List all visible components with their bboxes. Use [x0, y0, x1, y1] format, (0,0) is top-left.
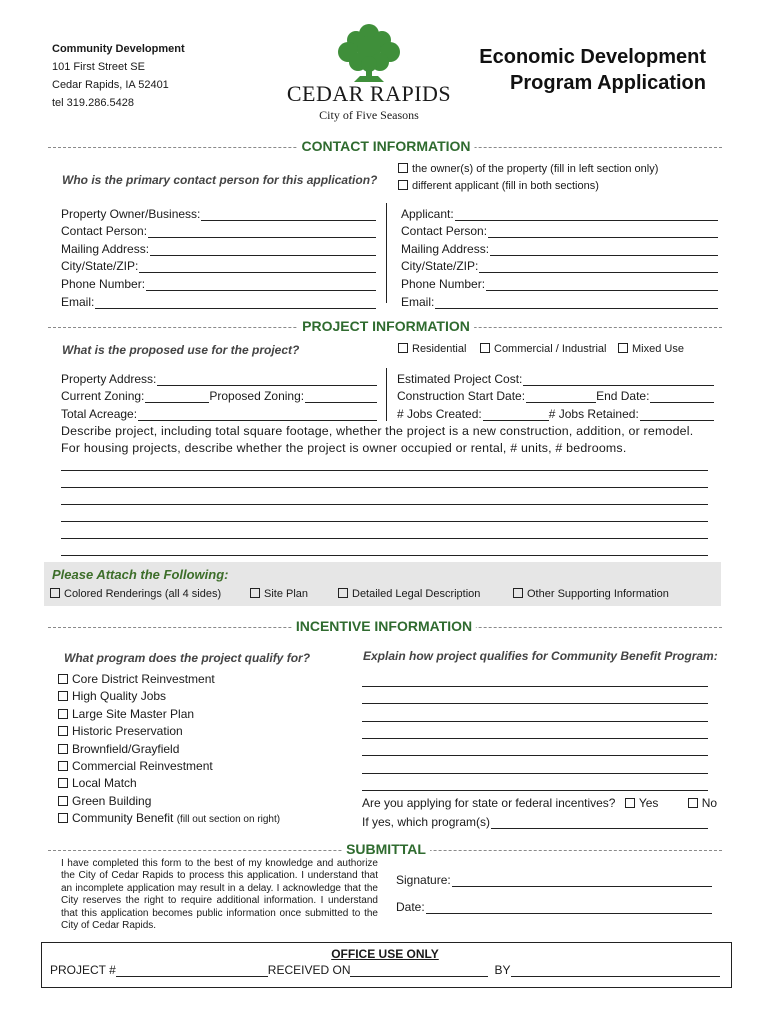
- jobs-retained-input[interactable]: [640, 408, 714, 421]
- project-right-fields: [397, 368, 714, 421]
- received-on-input[interactable]: [350, 964, 488, 977]
- use-residential[interactable]: Residential: [398, 343, 466, 355]
- title-line-2: Program Application: [510, 72, 706, 94]
- submittal-section-title: SUBMITTAL: [342, 841, 430, 857]
- program-checkbox[interactable]: [58, 761, 68, 771]
- describe-line[interactable]: [61, 521, 708, 522]
- applicant-mailing-field[interactable]: Mailing Address:: [401, 238, 718, 256]
- program-item[interactable]: Core District Reinvestment: [58, 671, 280, 688]
- applicant-checkbox[interactable]: [398, 180, 408, 190]
- owner-email-field[interactable]: Email:: [61, 291, 376, 309]
- svg-text:City of Five Seasons: City of Five Seasons: [319, 108, 419, 122]
- end-date-input[interactable]: [650, 390, 714, 403]
- start-date-input[interactable]: [526, 390, 596, 403]
- describe-line[interactable]: [61, 538, 708, 539]
- property-address-field[interactable]: Property Address:: [61, 368, 377, 386]
- describe-line-1: Describe project, including total square footage, whether the project is a new construction, addition, or remodel.: [61, 424, 694, 438]
- project-left-fields: [61, 368, 377, 421]
- contact-section-title: CONTACT INFORMATION: [297, 138, 474, 154]
- attach-title: Please Attach the Following:: [52, 567, 229, 582]
- date-field[interactable]: Date:: [396, 898, 712, 914]
- office-use-row: [50, 963, 720, 977]
- benefit-line[interactable]: [362, 790, 708, 791]
- describe-instructions: [61, 423, 693, 457]
- residential-checkbox[interactable]: [398, 343, 408, 353]
- applicant-contact-field[interactable]: Contact Person:: [401, 221, 718, 239]
- renderings-checkbox[interactable]: [50, 588, 60, 598]
- describe-line[interactable]: [61, 487, 708, 488]
- owner-business-field[interactable]: Property Owner/Business:: [61, 203, 376, 221]
- attach-site-plan[interactable]: Site Plan: [250, 588, 308, 600]
- other-info-checkbox[interactable]: [513, 588, 523, 598]
- benefit-line[interactable]: [362, 721, 708, 722]
- address-block: [52, 40, 185, 112]
- program-item[interactable]: Community Benefit (fill out section on right): [58, 810, 280, 828]
- submittal-statement: I have completed this form to the best of my knowledge and authorize the City of Cedar Rapids to process this application. I understand that an incomplete application may result in a delay. I acknowledge that the City reserves the right to require additional information. I understand that this application becomes public information once submitted to the City of Cedar Rapids.: [61, 858, 378, 932]
- estimated-cost-field[interactable]: Estimated Project Cost:: [397, 368, 714, 386]
- address-line-2: Cedar Rapids, IA 52401: [52, 79, 169, 91]
- contact-question: Who is the primary contact person for this application?: [62, 173, 378, 187]
- project-number-label: PROJECT #: [50, 963, 116, 977]
- jobs-created-input[interactable]: [483, 408, 549, 421]
- applicant-fields: [401, 203, 718, 309]
- option-applicant[interactable]: different applicant (fill in both sections): [398, 180, 599, 192]
- svg-text:CEDAR RAPIDS: CEDAR RAPIDS: [286, 81, 452, 106]
- zoning-row: Current Zoning: Proposed Zoning:: [61, 386, 377, 404]
- no-option[interactable]: No: [688, 796, 717, 810]
- program-item[interactable]: Brownfield/Grayfield: [58, 741, 280, 758]
- no-checkbox[interactable]: [688, 798, 698, 808]
- program-item[interactable]: High Quality Jobs: [58, 688, 280, 705]
- program-checkbox[interactable]: [58, 778, 68, 788]
- org-name: Community Development: [52, 43, 185, 55]
- incentive-section-title: INCENTIVE INFORMATION: [292, 618, 476, 634]
- owner-checkbox[interactable]: [398, 163, 408, 173]
- proposed-zoning-input[interactable]: [305, 390, 377, 403]
- legal-checkbox[interactable]: [338, 588, 348, 598]
- describe-line[interactable]: [61, 555, 708, 556]
- community-benefit-note: (fill out section on right): [176, 814, 281, 826]
- benefit-line[interactable]: [362, 686, 708, 687]
- project-question: What is the proposed use for the project?: [62, 343, 300, 357]
- total-acreage-field[interactable]: Total Acreage:: [61, 403, 377, 421]
- benefit-line[interactable]: [362, 755, 708, 756]
- program-item[interactable]: Historic Preservation: [58, 723, 280, 740]
- owner-contact-field[interactable]: Contact Person:: [61, 221, 376, 239]
- option-owner[interactable]: the owner(s) of the property (fill in left section only): [398, 163, 658, 175]
- commercial-checkbox[interactable]: [480, 343, 490, 353]
- describe-line[interactable]: [61, 504, 708, 505]
- which-program-field[interactable]: If yes, which program(s): [362, 813, 708, 829]
- yes-option[interactable]: Yes: [625, 796, 659, 810]
- address-line-1: 101 First Street SE: [52, 61, 145, 73]
- dates-row: Construction Start Date: End Date:: [397, 386, 714, 404]
- use-commercial[interactable]: Commercial / Industrial: [480, 343, 606, 355]
- benefit-line[interactable]: [362, 738, 708, 739]
- tree-logo-icon: [284, 18, 454, 126]
- form-title: [479, 44, 706, 96]
- received-on-label: RECEIVED ON: [267, 963, 351, 977]
- owner-fields: [61, 203, 376, 309]
- program-checkbox[interactable]: [58, 813, 68, 823]
- program-item[interactable]: Local Match: [58, 775, 280, 792]
- jobs-row: # Jobs Created: # Jobs Retained:: [397, 403, 714, 421]
- project-column-divider: [386, 368, 387, 421]
- signature-field[interactable]: Signature:: [396, 871, 712, 887]
- city-logo: [284, 18, 454, 126]
- attach-other[interactable]: Other Supporting Information: [513, 588, 669, 600]
- program-item[interactable]: Green Building: [58, 793, 280, 810]
- state-federal-row: [362, 796, 717, 810]
- project-number-input[interactable]: [116, 964, 268, 977]
- by-input[interactable]: [511, 964, 721, 977]
- program-list: [58, 671, 280, 829]
- benefit-line[interactable]: [362, 703, 708, 704]
- title-line-1: Economic Development: [479, 46, 706, 68]
- current-zoning-input[interactable]: [145, 390, 209, 403]
- applicant-city-field[interactable]: City/State/ZIP:: [401, 256, 718, 274]
- program-checkbox[interactable]: [58, 709, 68, 719]
- benefit-question: Explain how project qualifies for Community Benefit Program:: [363, 649, 718, 663]
- describe-line[interactable]: [61, 470, 708, 471]
- use-mixed[interactable]: Mixed Use: [618, 343, 684, 355]
- yes-checkbox[interactable]: [625, 798, 635, 808]
- applicant-phone-field[interactable]: Phone Number:: [401, 273, 718, 291]
- program-checkbox[interactable]: [58, 796, 68, 806]
- benefit-line[interactable]: [362, 773, 708, 774]
- program-checkbox[interactable]: [58, 691, 68, 701]
- applicant-email-field[interactable]: Email:: [401, 291, 718, 309]
- owner-phone-field[interactable]: Phone Number:: [61, 273, 376, 291]
- project-section-title: PROJECT INFORMATION: [298, 318, 474, 334]
- state-federal-question: Are you applying for state or federal incentives?: [362, 796, 616, 810]
- owner-mailing-field[interactable]: Mailing Address:: [61, 238, 376, 256]
- by-label: BY: [494, 963, 511, 977]
- program-checkbox[interactable]: [58, 726, 68, 736]
- applicant-field[interactable]: Applicant:: [401, 203, 718, 221]
- program-checkbox[interactable]: [58, 744, 68, 754]
- program-question: What program does the project qualify for?: [64, 651, 311, 665]
- describe-line-2: For housing projects, describe whether the project is owner occupied or rental, # units, # bedrooms.: [61, 441, 627, 455]
- contact-column-divider: [386, 203, 387, 303]
- site-plan-checkbox[interactable]: [250, 588, 260, 598]
- program-item[interactable]: Large Site Master Plan: [58, 706, 280, 723]
- program-checkbox[interactable]: [58, 674, 68, 684]
- program-item[interactable]: Commercial Reinvestment: [58, 758, 280, 775]
- owner-city-field[interactable]: City/State/ZIP:: [61, 256, 376, 274]
- attach-legal[interactable]: Detailed Legal Description: [338, 588, 480, 600]
- phone: tel 319.286.5428: [52, 97, 134, 109]
- attach-renderings[interactable]: Colored Renderings (all 4 sides): [50, 588, 221, 600]
- mixed-use-checkbox[interactable]: [618, 343, 628, 353]
- office-use-title: OFFICE USE ONLY: [331, 947, 439, 961]
